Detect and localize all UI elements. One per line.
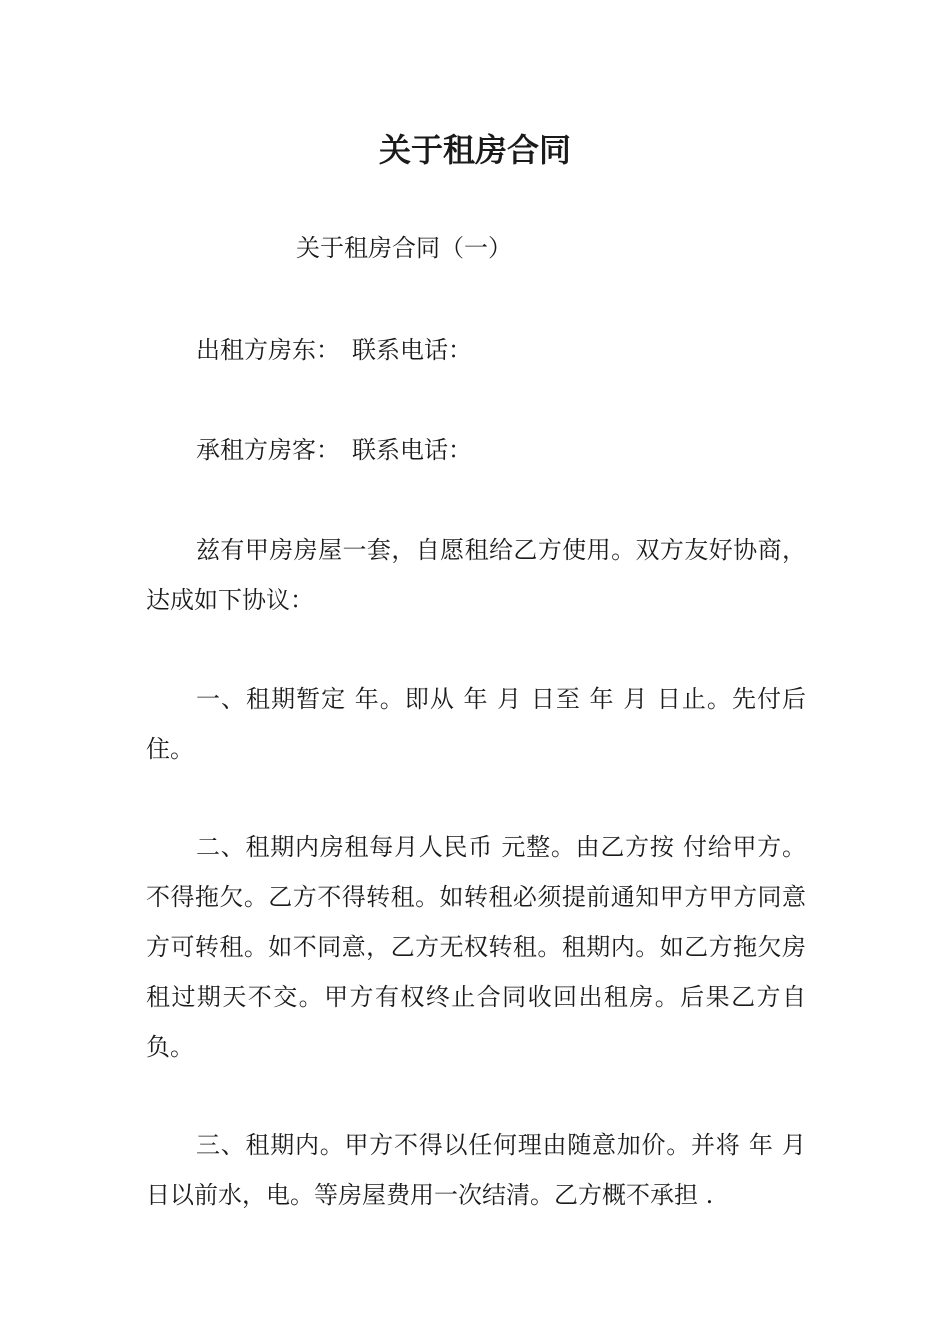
intro-paragraph: 兹有甲房房屋一套，自愿租给乙方使用。双方友好协商，达成如下协议： [146, 536, 806, 614]
clause-2-paragraph: 二、租期内房租每月人民币 元整。由乙方按 付给甲方。不得拖欠。乙方不得转租。如转租必须提前通知甲方甲方同意方可转租。如不同意，乙方无权转租。租期内。如乙方拖欠房租过期天不交。甲方有权终止合同收回出租房。后果乙方自负。 [146, 833, 806, 1061]
clause-1-paragraph: 一、租期暂定 年。即从 年 月 日至 年 月 日止。先付后住。 [146, 685, 806, 763]
tenant-line: 承租方房客： 联系电话： [196, 436, 472, 464]
clause-3-paragraph: 三、租期内。甲方不得以任何理由随意加价。并将 年 月 日以前水，电。等房屋费用一次结清。乙方概不承担 . [146, 1131, 806, 1209]
landlord-line: 出租方房东： 联系电话： [196, 336, 472, 364]
document-title: 关于租房合同 [378, 131, 571, 169]
document-subtitle: 关于租房合同（一） [296, 234, 512, 262]
